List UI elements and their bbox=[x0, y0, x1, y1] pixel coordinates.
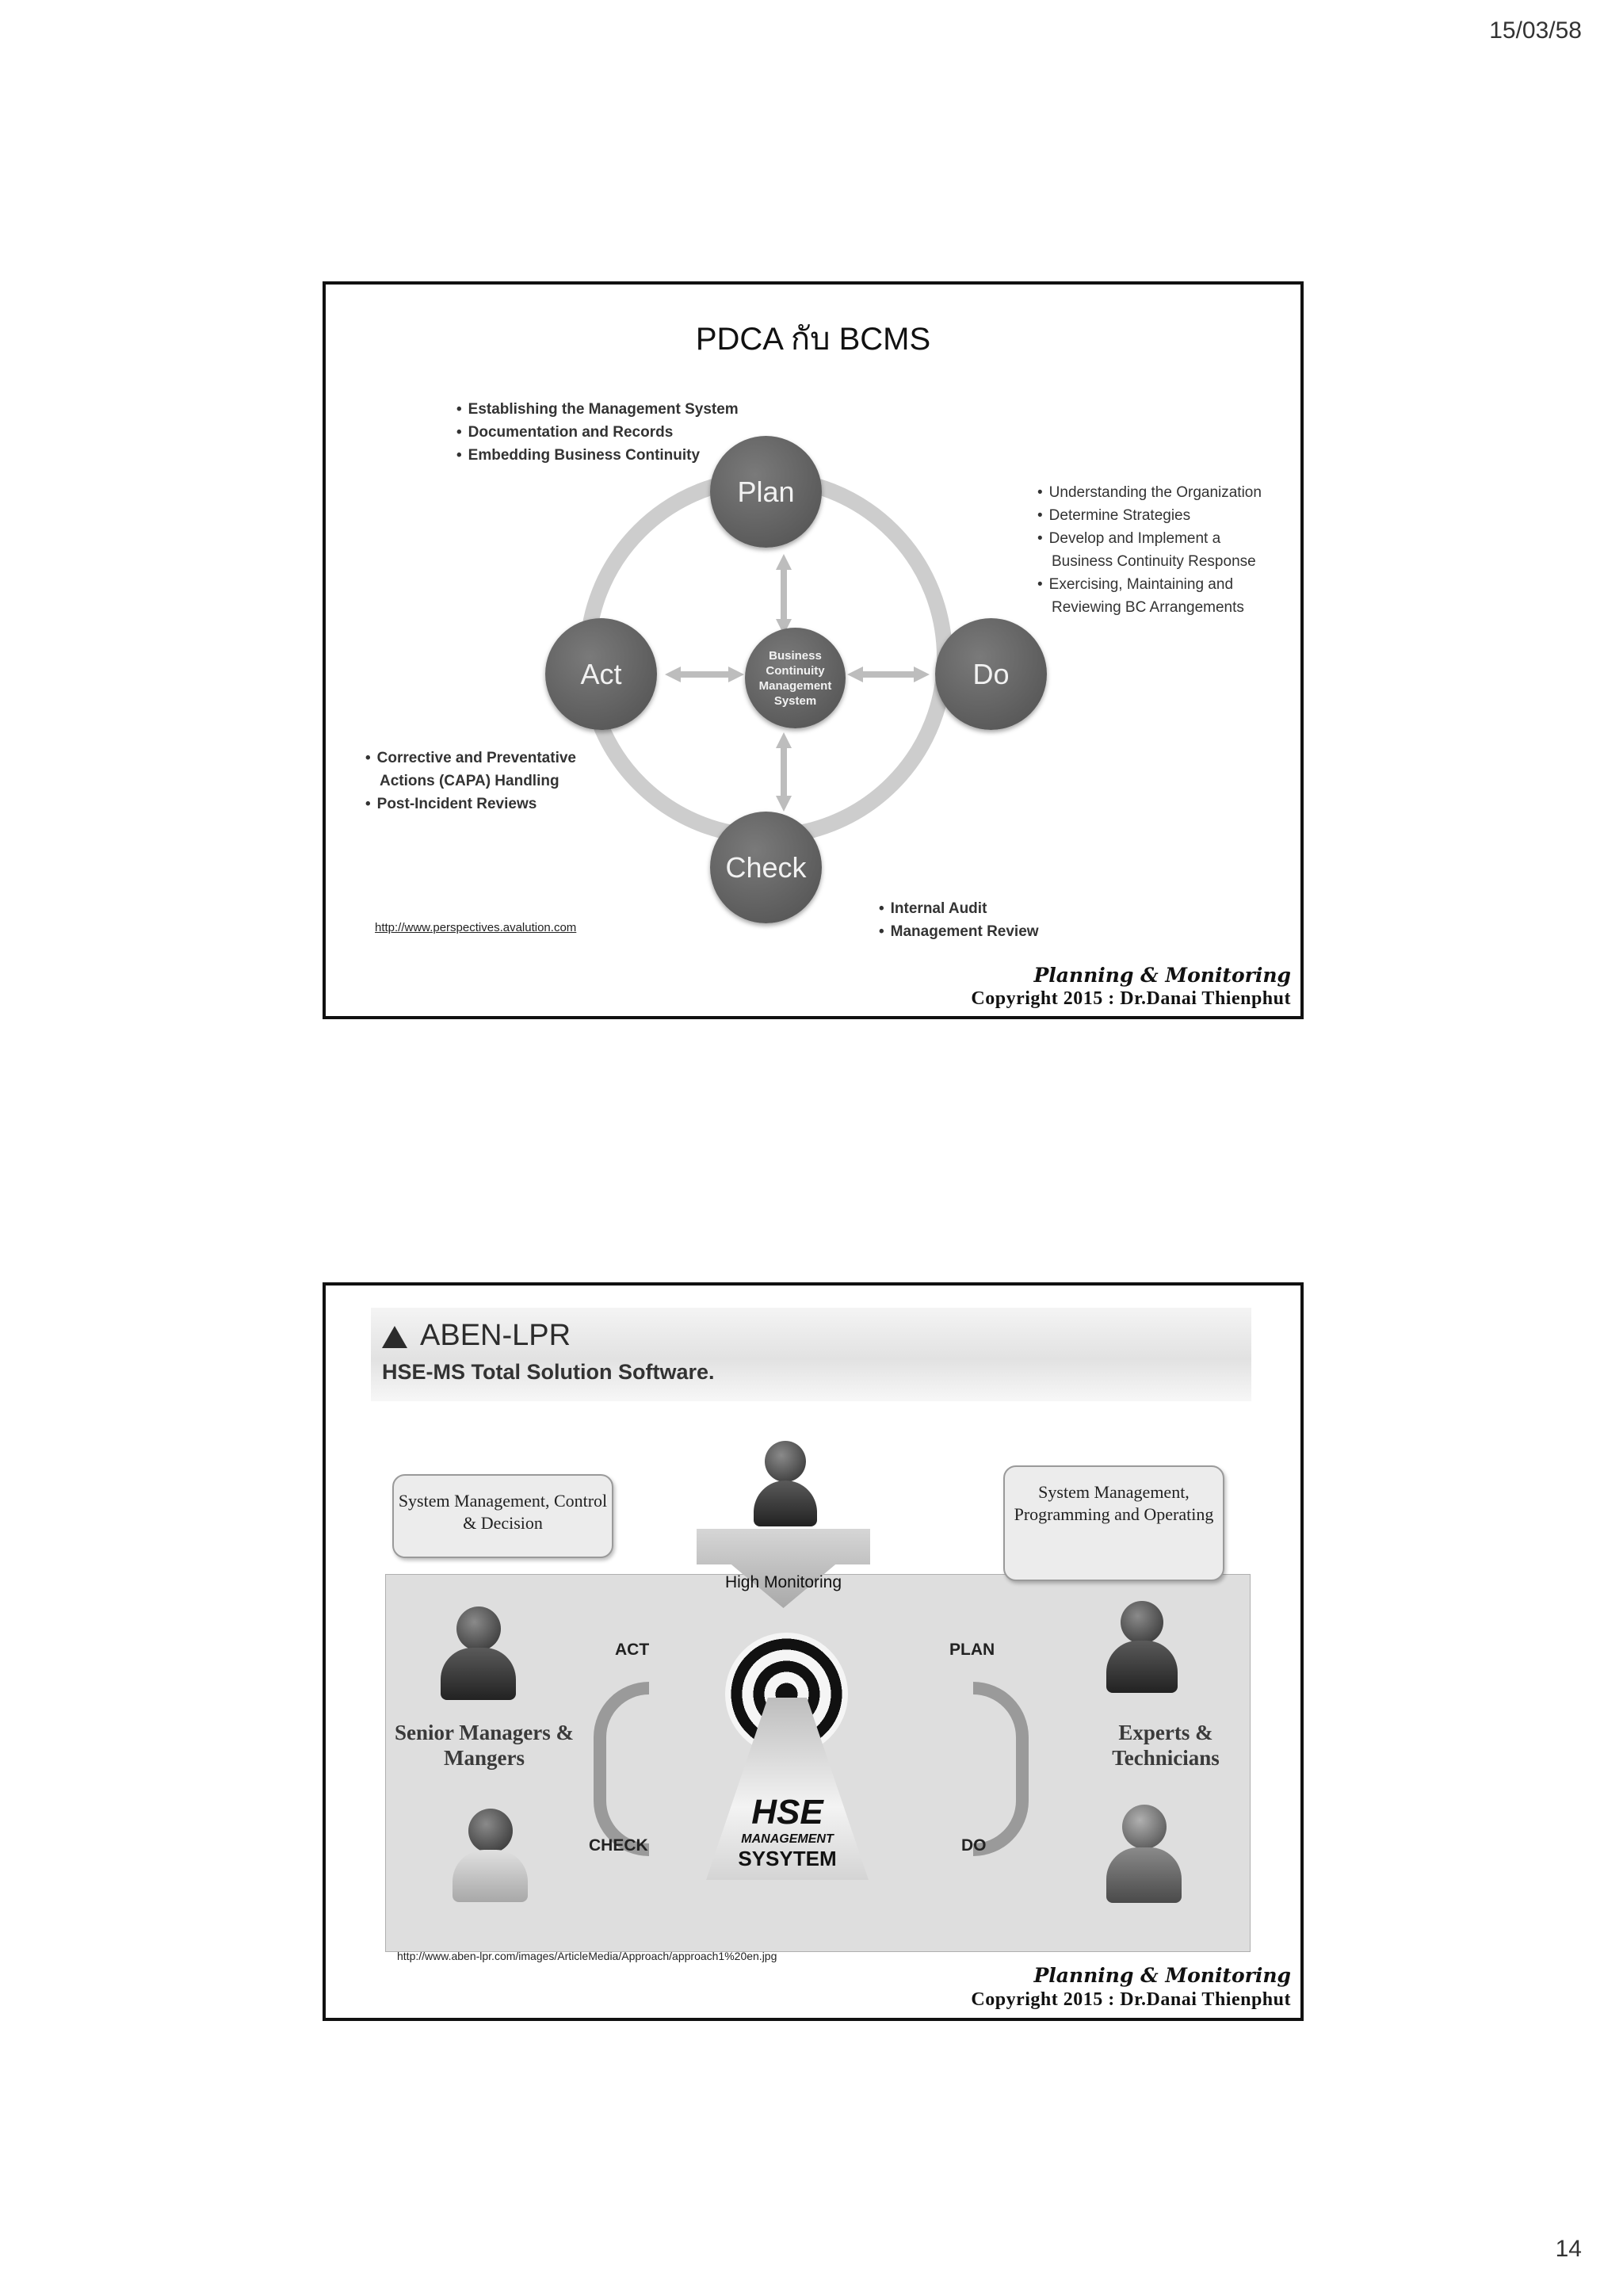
act-node bbox=[545, 618, 657, 730]
high-monitoring-label: High Monitoring bbox=[724, 1573, 842, 1591]
hse-management-label: MANAGEMENT bbox=[741, 1832, 834, 1846]
brand-banner bbox=[371, 1308, 1251, 1401]
list-item: • Management Review bbox=[879, 920, 1039, 943]
list-item: • Corrective and Preventative bbox=[365, 747, 576, 770]
source-link[interactable]: http://www.aben-lpr.com/images/ArticleMedia/Approach/approach1%20en.jpg bbox=[397, 1950, 777, 1962]
arrow-plan-center bbox=[776, 554, 792, 635]
page-date: 15/03/58 bbox=[1489, 17, 1582, 44]
list-item: • Embedding Business Continuity bbox=[456, 444, 739, 467]
do-label: DO bbox=[961, 1836, 987, 1855]
slide-hse-ms bbox=[323, 1282, 1304, 2021]
plan-label: PLAN bbox=[949, 1641, 995, 1659]
list-item: • Understanding the Organization bbox=[1037, 481, 1262, 504]
cycle-arrow-left-icon bbox=[594, 1682, 649, 1856]
arrow-center-check bbox=[776, 732, 792, 812]
experts-technicians-label: Experts & Technicians bbox=[1112, 1721, 1220, 1770]
arrow-act-center bbox=[665, 667, 744, 682]
brand-name: ABEN-LPR bbox=[420, 1319, 571, 1352]
bcms-center-label: Business Continuity Management System bbox=[758, 648, 832, 708]
check-label: Check bbox=[725, 850, 807, 884]
page-number: 14 bbox=[1555, 2236, 1582, 2262]
bubble-left-text: System Management, Control & Decision bbox=[398, 1491, 608, 1533]
list-item: • Establishing the Management System bbox=[456, 398, 739, 421]
footer-copyright: Copyright 2015 : Dr.Danai Thienphut bbox=[971, 1989, 1291, 2010]
triangle-logo-icon bbox=[382, 1326, 407, 1348]
bcms-center-node bbox=[745, 628, 846, 728]
act-label: Act bbox=[580, 657, 622, 690]
list-item: Reviewing BC Arrangements bbox=[1052, 599, 1244, 616]
list-item: • Post-Incident Reviews bbox=[365, 793, 576, 816]
expert-person-icon bbox=[1106, 1601, 1178, 1694]
list-item: • Documentation and Records bbox=[456, 421, 739, 444]
do-node bbox=[935, 618, 1047, 730]
technician-person-icon bbox=[1106, 1805, 1182, 1904]
act-label: ACT bbox=[615, 1641, 650, 1659]
senior-manager-person-icon bbox=[441, 1606, 516, 1702]
footer-topic: Planning & Monitoring bbox=[1033, 1964, 1291, 1987]
hse-title: HSE bbox=[751, 1793, 823, 1832]
source-link[interactable]: http://www.perspectives.avalution.com bbox=[375, 921, 577, 934]
list-item: • Determine Strategies bbox=[1037, 504, 1262, 527]
list-item: • Exercising, Maintaining and bbox=[1037, 573, 1262, 596]
bubble-right-text: System Management, Programming and Operating bbox=[1014, 1482, 1214, 1524]
speech-bubble-right bbox=[1003, 1465, 1224, 1581]
slide-title: PDCA กับ BCMS bbox=[695, 322, 931, 357]
brand-logo bbox=[382, 1319, 571, 1353]
brand-subtitle: HSE-MS Total Solution Software. bbox=[382, 1360, 715, 1384]
list-item: • Develop and Implement a bbox=[1037, 527, 1262, 550]
list-item: Business Continuity Response bbox=[1052, 553, 1256, 570]
list-item: • Internal Audit bbox=[879, 897, 1039, 920]
footer-copyright: Copyright 2015 : Dr.Danai Thienphut bbox=[971, 988, 1291, 1009]
check-label: CHECK bbox=[589, 1836, 648, 1855]
senior-managers-label: Senior Managers & Mangers bbox=[395, 1721, 574, 1770]
manager-person-icon bbox=[754, 1441, 817, 1528]
list-item: Actions (CAPA) Handling bbox=[380, 773, 559, 789]
footer-topic: Planning & Monitoring bbox=[1033, 964, 1291, 987]
plan-label: Plan bbox=[737, 475, 795, 508]
speech-bubble-left bbox=[392, 1474, 613, 1558]
do-label: Do bbox=[972, 657, 1010, 690]
arrow-center-do bbox=[847, 667, 930, 682]
plan-node bbox=[710, 436, 822, 548]
manager-person-icon bbox=[453, 1809, 528, 1904]
slide-pdca-bcms bbox=[323, 281, 1304, 1019]
hse-system-label: SYSYTEM bbox=[738, 1847, 837, 1870]
check-node bbox=[710, 812, 822, 923]
